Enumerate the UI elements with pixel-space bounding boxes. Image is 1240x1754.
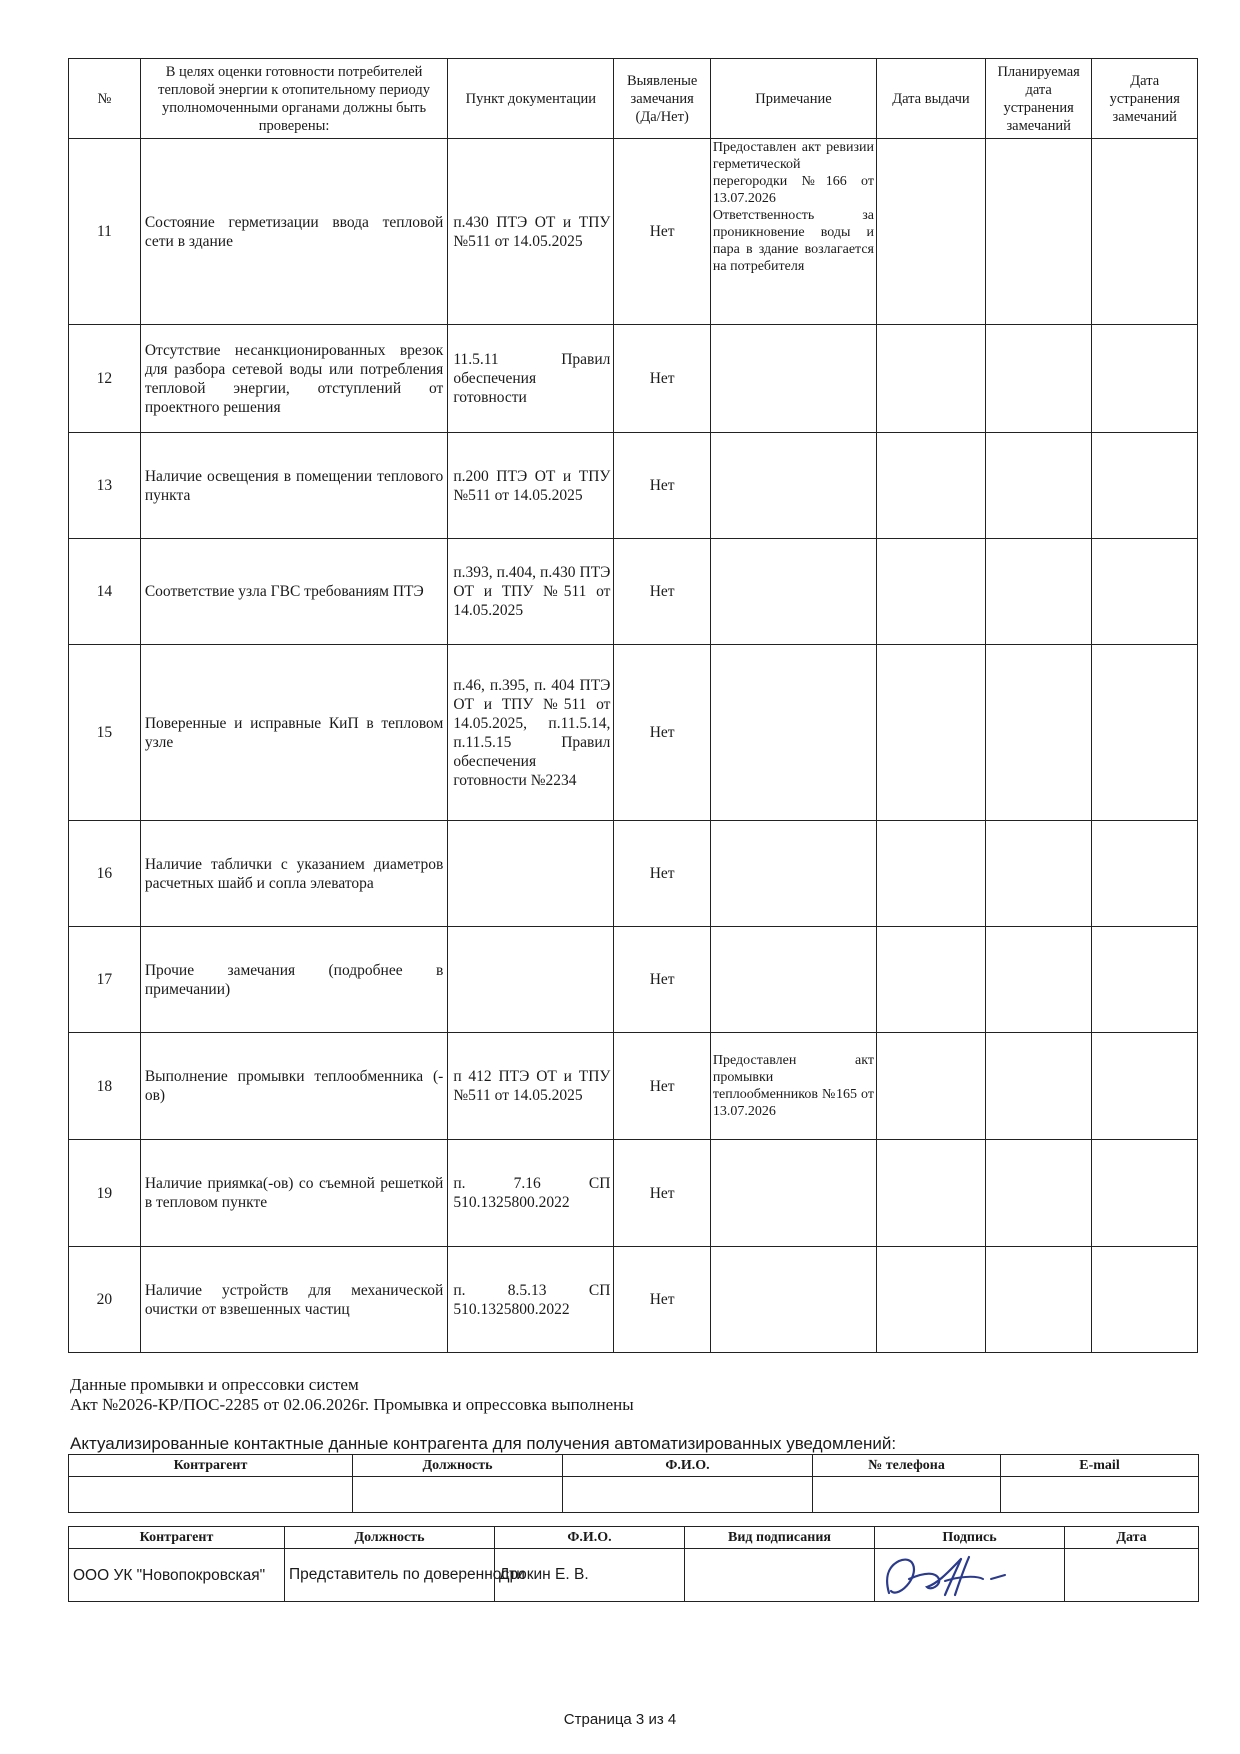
row-criteria: Наличие освещения в помещении теплового пункта [140, 433, 448, 539]
row-criteria: Наличие устройств для механической очистки от взвешенных частиц [140, 1247, 448, 1353]
systems-act: Акт №2026-КР/ПОС-2285 от 02.06.2026г. Промывка и опрессовка выполнены [70, 1395, 634, 1414]
row-planned-date [985, 821, 1092, 927]
row-doc [448, 821, 614, 927]
row-planned-date [985, 325, 1092, 433]
systems-title: Данные промывки и опрессовки систем [70, 1375, 359, 1394]
row-fix-date [1092, 325, 1198, 433]
table-row [69, 1033, 1198, 1140]
row-issue-date [877, 645, 986, 821]
row-doc: п.430 ПТЭ ОТ и ТПУ №511 от 14.05.2025 [448, 139, 614, 325]
row-found: Нет [614, 433, 711, 539]
row-criteria: Наличие таблички с указанием диаметров расчетных шайб и сопла элеватора [140, 821, 448, 927]
row-found: Нет [614, 1140, 711, 1247]
row-issue-date [877, 927, 986, 1033]
row-fix-date [1092, 1033, 1198, 1140]
row-issue-date [877, 821, 986, 927]
signatures-sign-type [685, 1549, 875, 1602]
row-found: Нет [614, 821, 711, 927]
table-row [69, 821, 1198, 927]
contacts-caption: Актуализированные контактные данные контрагента для получения автоматизированных уведомлений: [70, 1434, 897, 1453]
row-criteria: Состояние герметизации ввода тепловой сети в здание [140, 139, 448, 325]
readiness-checklist-table [68, 58, 1198, 1353]
row-planned-date [985, 645, 1092, 821]
row-issue-date [877, 1033, 986, 1140]
contacts-fio [563, 1477, 813, 1513]
table-row [69, 1140, 1198, 1247]
row-found: Нет [614, 927, 711, 1033]
header-doc: Пункт документации [448, 59, 614, 139]
table-row [69, 645, 1198, 821]
signatures-header-counterparty: Контрагент [69, 1527, 285, 1549]
contacts-row [69, 1477, 1199, 1513]
row-note [710, 539, 876, 645]
row-doc: 11.5.11 Правил обеспечения готовности [448, 325, 614, 433]
header-issue-date: Дата выдачи [877, 59, 986, 139]
header-criteria: В целях оценки готовности потребителей тепловой энергии к отопительному периоду уполномоченными органами должны быть проверены: [140, 59, 448, 139]
row-found: Нет [614, 1247, 711, 1353]
page-number: Страница 3 из 4 [563, 1711, 677, 1728]
row-doc: п.46, п.395, п. 404 ПТЭ ОТ и ТПУ №511 от 14.05.2025, п.11.5.14, п.11.5.15 Правил обеспечения готовности №2234 [448, 645, 614, 821]
row-note: Предоставлен акт промывки теплообменников №165 от 13.07.2026 [710, 1033, 876, 1140]
row-planned-date [985, 139, 1092, 325]
row-found: Нет [614, 325, 711, 433]
row-planned-date [985, 927, 1092, 1033]
row-fix-date [1092, 139, 1198, 325]
row-criteria: Выполнение промывки теплообменника (-ов) [140, 1033, 448, 1140]
contacts-header-phone: № телефона [813, 1455, 1001, 1477]
contacts-position [353, 1477, 563, 1513]
table-row [69, 927, 1198, 1033]
table-header-row [69, 59, 1198, 139]
row-found: Нет [614, 1033, 711, 1140]
row-issue-date [877, 1140, 986, 1247]
row-doc: п.393, п.404, п.430 ПТЭ ОТ и ТПУ №511 от 14.05.2025 [448, 539, 614, 645]
table-row [69, 1247, 1198, 1353]
row-num: 13 [69, 433, 141, 539]
row-num: 20 [69, 1247, 141, 1353]
contacts-header-position: Должность [353, 1455, 563, 1477]
row-num: 15 [69, 645, 141, 821]
row-criteria: Соответствие узла ГВС требованиям ПТЭ [140, 539, 448, 645]
row-fix-date [1092, 821, 1198, 927]
signatures-header-row [69, 1527, 1199, 1549]
contacts-email [1001, 1477, 1199, 1513]
row-fix-date [1092, 433, 1198, 539]
signatures-table [68, 1526, 1199, 1602]
header-num: № [69, 59, 141, 139]
signatures-date [1065, 1549, 1199, 1602]
row-found: Нет [614, 139, 711, 325]
signatures-header-position: Должность [285, 1527, 495, 1549]
signatures-counterparty: ООО УК "Новопокровская" [69, 1549, 285, 1602]
row-fix-date [1092, 1140, 1198, 1247]
contacts-header-row [69, 1455, 1199, 1477]
row-planned-date [985, 539, 1092, 645]
header-note: Примечание [710, 59, 876, 139]
row-num: 14 [69, 539, 141, 645]
row-doc [448, 927, 614, 1033]
row-note: Предоставлен акт ревизии герметической перегородки №166 от 13.07.2026 Ответственность за проникновение воды и пара в здание возлагается на потребителя [710, 139, 876, 325]
row-doc: п.200 ПТЭ ОТ и ТПУ №511 от 14.05.2025 [448, 433, 614, 539]
table-row [69, 139, 1198, 325]
row-issue-date [877, 433, 986, 539]
row-doc: п. 8.5.13 СП 510.1325800.2022 [448, 1247, 614, 1353]
row-num: 11 [69, 139, 141, 325]
row-num: 18 [69, 1033, 141, 1140]
row-num: 19 [69, 1140, 141, 1247]
row-note [710, 821, 876, 927]
header-planned-date: Планируемая дата устранения замечаний [985, 59, 1092, 139]
signature-icon [879, 1549, 1059, 1601]
table-row [69, 433, 1198, 539]
row-num: 16 [69, 821, 141, 927]
row-note [710, 433, 876, 539]
row-found: Нет [614, 539, 711, 645]
header-fix-date: Дата устранения замечаний [1092, 59, 1198, 139]
row-issue-date [877, 139, 986, 325]
row-criteria: Поверенные и исправные КиП в тепловом узле [140, 645, 448, 821]
contacts-header-fio: Ф.И.О. [563, 1455, 813, 1477]
row-criteria: Отсутствие несанкционированных врезок для разбора сетевой воды или потребления тепловой энергии, отступлений от проектного решения [140, 325, 448, 433]
row-note [710, 1140, 876, 1247]
row-note [710, 325, 876, 433]
row-found: Нет [614, 645, 711, 821]
row-num: 12 [69, 325, 141, 433]
header-found: Выявленые замечания (Да/Нет) [614, 59, 711, 139]
row-criteria: Наличие приямка(-ов) со съемной решеткой в тепловом пункте [140, 1140, 448, 1247]
contacts-table [68, 1454, 1199, 1513]
row-doc: п 412 ПТЭ ОТ и ТПУ №511 от 14.05.2025 [448, 1033, 614, 1140]
contacts-phone [813, 1477, 1001, 1513]
row-planned-date [985, 1140, 1092, 1247]
row-issue-date [877, 539, 986, 645]
row-planned-date [985, 433, 1092, 539]
signatures-header-fio: Ф.И.О. [495, 1527, 685, 1549]
row-fix-date [1092, 539, 1198, 645]
signatures-fio: Дрокин Е. В. [495, 1549, 685, 1602]
row-issue-date [877, 325, 986, 433]
signatures-header-date: Дата [1065, 1527, 1199, 1549]
signatures-header-sign-type: Вид подписания [685, 1527, 875, 1549]
row-fix-date [1092, 1247, 1198, 1353]
table-row [69, 539, 1198, 645]
row-note [710, 1247, 876, 1353]
signatures-position: Представитель по доверенности [285, 1549, 495, 1602]
row-doc: п. 7.16 СП 510.1325800.2022 [448, 1140, 614, 1247]
table-row [69, 325, 1198, 433]
row-note [710, 927, 876, 1033]
contacts-counterparty [69, 1477, 353, 1513]
signatures-row [69, 1549, 1199, 1602]
contacts-header-counterparty: Контрагент [69, 1455, 353, 1477]
row-planned-date [985, 1247, 1092, 1353]
row-fix-date [1092, 645, 1198, 821]
handwritten-signature [875, 1549, 1065, 1602]
row-issue-date [877, 1247, 986, 1353]
contacts-header-email: E-mail [1001, 1455, 1199, 1477]
row-note [710, 645, 876, 821]
row-fix-date [1092, 927, 1198, 1033]
signatures-header-signature: Подпись [875, 1527, 1065, 1549]
row-criteria: Прочие замечания (подробнее в примечании) [140, 927, 448, 1033]
row-planned-date [985, 1033, 1092, 1140]
row-num: 17 [69, 927, 141, 1033]
